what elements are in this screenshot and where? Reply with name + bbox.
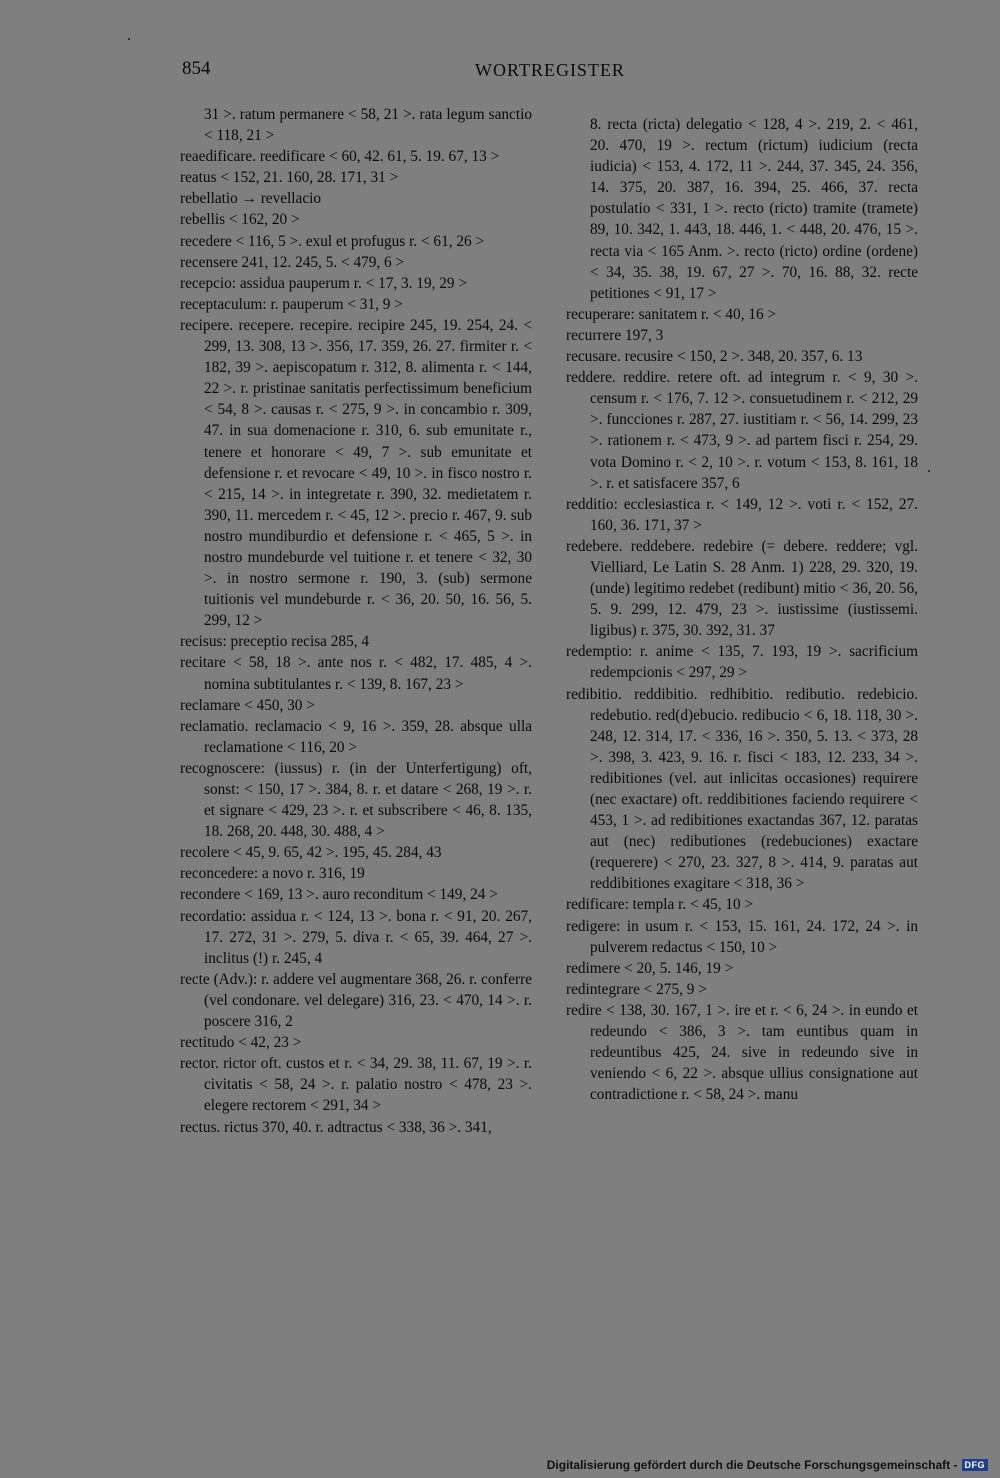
- index-entry: redificare: templa r. < 45, 10 >: [566, 896, 754, 914]
- index-entry: reatus < 152, 21. 160, 28. 171, 31 >: [180, 169, 399, 187]
- index-entry: recedere < 116, 5 >. exul et profugus r. < 61, 26 >: [180, 232, 485, 250]
- index-entry: redimere < 20, 5. 146, 19 >: [566, 959, 734, 977]
- left-column: [180, 104, 532, 1138]
- index-entry: rector. rictor oft. custos et r. < 34, 29. 38, 11. 67, 19 >. r. civitatis < 58, 24 >. r. palatio nostro < 478, 23 >. elegere rectorem < 291, 34 >: [180, 1055, 532, 1115]
- dfg-logo: DFG: [962, 1459, 989, 1471]
- index-entry: recte (Adv.): r. addere vel augmentare 368, 26. r. conferre (vel condonare. vel delegare) 316, 23. < 470, 14 >. r. poscere 316, 2: [180, 970, 532, 1031]
- index-entry: recepcio: assidua pauperum r. < 17, 3. 19, 29 >: [180, 274, 468, 292]
- index-entry: redditio: ecclesiastica r. < 149, 12 >. voti r. < 152, 27. 160, 36. 171, 37 >: [566, 495, 918, 534]
- scan-speck: [128, 38, 130, 40]
- index-entry: receptaculum: r. pauperum < 31, 9 >: [180, 295, 403, 313]
- footer-credit: [547, 1458, 988, 1472]
- right-column: [566, 114, 918, 1105]
- index-entry: recusare. recusire < 150, 2 >. 348, 20. 357, 6. 13: [566, 348, 863, 366]
- index-entry: redire < 138, 30. 167, 1 >. ire et r. < 6, 24 >. in eundo et redeundo < 386, 3 >. tam euntibus quam in redeuntibus 425, 24. sive in redeundo sive in veniendo < 6, 22 >. absque ullius consignatione aut contradictione r. < 58, 24 >. manu: [566, 1001, 918, 1104]
- index-entry: rectitudo < 42, 23 >: [180, 1034, 302, 1052]
- index-entry: reddere. reddire. retere oft. ad integrum r. < 9, 30 >. censum r. < 176, 7. 12 >. consuetudinem r. < 212, 29 >. funcciones r. 287, 27. iustitiam r. < 56, 14. 299, 23 >. rationem r. < 473, 9 >. ad partem fisci r. 254, 29. vota Domino r. < 2, 10 >. r. votum < 153, 8. 161, 18 >. r. et satisfacere 357, 6: [566, 369, 918, 492]
- index-entry: recitare < 58, 18 >. ante nos r. < 482, 17. 485, 4 >. nomina subtitulantes r. < 139, 8. 167, 23 >: [180, 654, 532, 693]
- index-entry: rebellatio → revellacio: [180, 190, 322, 208]
- index-entry: recondere < 169, 13 >. auro reconditum < 149, 24 >: [180, 886, 498, 904]
- index-entry: redibitio. reddibitio. redhibitio. redibutio. redebicio. redebutio. red(d)ebucio. redibucio < 6, 18. 118, 30 >. 248, 12. 314, 17. < 336, 16 >. 350, 5. 13. < 373, 28 >. 398, 3. 423, 9. 16. r. fisci < 183, 12. 233, 34 >. redibitiones (vel. aut inlicitas occasiones) requirere (nec exactare) oft. reddibitiones faciendo requirere < 453, 1 >. ad redibitiones exactandas 367, 12. paratas aut (nec) redibutiones (redebuciones) exactare (requerere) < 270, 23. 327, 8 >. 414, 9. paratas aut reddibitiones exagitare < 318, 36 >: [566, 685, 918, 893]
- index-entry: recisus: preceptio recisa 285, 4: [180, 633, 370, 651]
- index-entry: recognoscere: (iussus) r. (in der Unterfertigung) oft, sonst: < 150, 17 >. 384, 8. r. et datare < 268, 19 >. r. et signare < 429, 23 >. r. et subscribere < 46, 8. 135, 18. 268, 20. 448, 30. 488, 4 >: [180, 759, 532, 841]
- scan-speck: [928, 470, 930, 472]
- index-entry: redintegrare < 275, 9 >: [566, 980, 707, 998]
- index-entry: recordatio: assidua r. < 124, 13 >. bona r. < 91, 20. 267, 17. 272, 31 >. 279, 5. diva r. < 65, 39. 464, 27 >. inclitus (!) r. 245, 4: [180, 907, 532, 967]
- index-entry: recuperare: sanitatem r. < 40, 16 >: [566, 305, 777, 323]
- running-head: WORTREGISTER: [475, 60, 625, 80]
- index-entry: reclamatio. reclamacio < 9, 16 >. 359, 28. absque ulla reclamatione < 116, 20 >: [180, 717, 532, 756]
- index-entry: redemptio: r. anime < 135, 7. 193, 19 >. sacrificium redempcionis < 297, 29 >: [566, 643, 918, 682]
- index-entry: reclamare < 450, 30 >: [180, 696, 315, 714]
- index-entry: recensere 241, 12. 245, 5. < 479, 6 >: [180, 253, 405, 271]
- index-entry: reconcedere: a novo r. 316, 19: [180, 865, 365, 883]
- footer-credit-text: Digitalisierung gefördert durch die Deutsche Forschungsgemeinschaft -: [546, 1458, 958, 1472]
- index-entry: recipere. recepere. recepire. recipire 245, 19. 254, 24. < 299, 13. 308, 13 >. 356, 17. 359, 26. 27. firmiter r. < 182, 39 >. aepiscopatum r. 312, 8. alimenta r. < 144, 22 >. r. pristinae sanitatis perfectissimum beneficium < 54, 8 >. causas r. < 275, 9 >. in concambio r. 309, 47. in sua domenacione r. 310, 6. sub emunitate r., tenere et honorare < 49, 7 >. sub emunitate et defensione r. et revocare < 49, 10 >. in fisco nostro r. < 215, 14 >. in integretate r. 390, 32. medietatem r. 390, 11. mercedem r. < 45, 12 >. precio r. 467, 9. sub nostro mundiburdio et defensione r. < 465, 5 >. in nostro mundeburde vel tuitione r. et tenere < 32, 30 >. in nostro sermone r. 190, 3. (sub) sermone tuitionis vel mundeburde r. < 36, 20. 50, 16. 56, 5. 299, 12 >: [180, 316, 532, 630]
- index-entry: redebere. reddebere. redebire (= debere. reddere; vgl. Vielliard, Le Latin S. 28 Anm. 1) 228, 29. 320, 19. (unde) legitimo redebet (redibunt) mitio < 36, 20. 56, 5. 9. 299, 12. 479, 23 >. iustissime (iustissemi. ligibus) r. 375, 30. 392, 31. 37: [566, 537, 918, 640]
- index-entry: recolere < 45, 9. 65, 42 >. 195, 45. 284, 43: [180, 844, 442, 862]
- index-entry: rebellis < 162, 20 >: [180, 211, 300, 229]
- index-entry: redigere: in usum r. < 153, 15. 161, 24. 172, 24 >. in pulverem redactus < 150, 10 >: [566, 917, 918, 956]
- index-entry: rectus. rictus 370, 40. r. adtractus < 338, 36 >. 341,: [180, 1118, 492, 1136]
- index-entry: recurrere 197, 3: [566, 326, 664, 344]
- index-entry: reaedificare. reedificare < 60, 42. 61, 5. 19. 67, 13 >: [180, 148, 500, 166]
- index-entry: 31 >. ratum permanere < 58, 21 >. rata legum sanctio < 118, 21 >: [204, 106, 532, 145]
- index-entry: 8. recta (ricta) delegatio < 128, 4 >. 219, 2. < 461, 20. 470, 19 >. rectum (rictum) iudicium (recta iudicia) < 153, 4. 172, 11 >. 244, 37. 345, 24. 356, 14. 375, 20. 387, 16. 394, 25. 466, 37. recta postulatio < 331, 1 >. recto (ricto) tramite (tramete) 89, 10. 342, 1. 443, 18. 446, 1. < 448, 20. 476, 15 >. recta via < 165 Anm. >. recto (ricto) ordine (ordene) < 34, 35. 38, 19. 67, 27 >. 70, 16. 88, 32. recte petitiones < 91, 17 >: [590, 116, 918, 302]
- page-number: 854: [182, 58, 211, 79]
